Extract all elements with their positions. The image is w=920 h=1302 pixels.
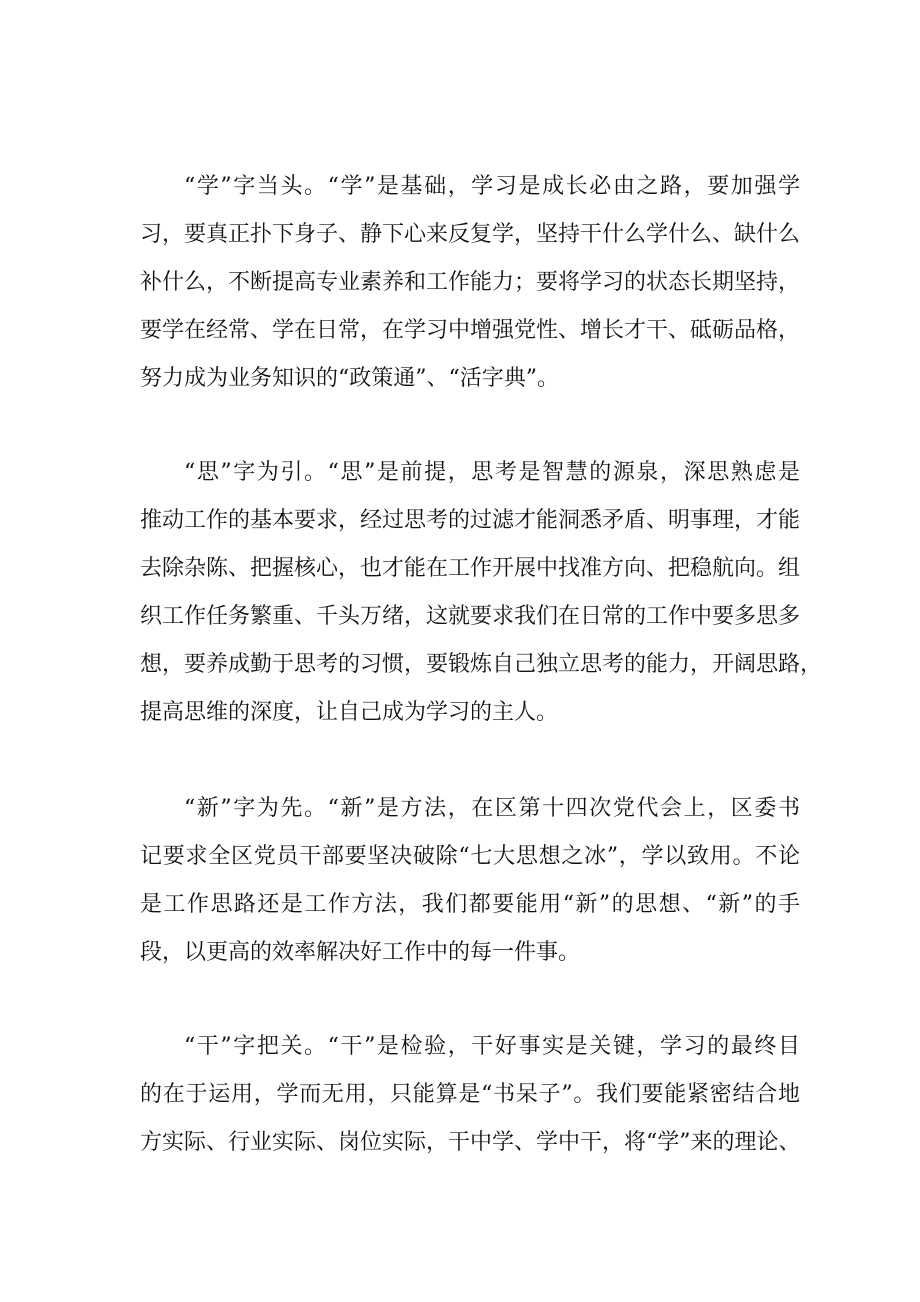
text-line: 记要求全区党员干部要坚决破除“七大思想之冰”，学以致用。不论 xyxy=(140,844,800,869)
text-line: 是工作思路还是工作方法，我们都要能用“新”的思想、“新”的手 xyxy=(140,892,800,917)
text-line: 补什么，不断提高专业素养和工作能力；要将学习的状态长期坚持， xyxy=(140,270,801,295)
paragraph-think xyxy=(140,449,823,737)
paragraph-new xyxy=(140,785,800,977)
text-line: “学”字当头。“学”是基础，学习是成长必由之路，要加强学 xyxy=(184,174,800,199)
text-line: 段，以更高的效率解决好工作中的每一件事。 xyxy=(140,940,581,965)
text-line: 推动工作的基本要求，经过思考的过滤才能洞悉矛盾、明事理，才能 xyxy=(140,508,801,533)
paragraph-study xyxy=(140,163,800,403)
text-line: “干”字把关。“干”是检验，干好事实是关键，学习的最终目 xyxy=(184,1034,800,1059)
text-line: 要学在经常、学在日常，在学习中增强党性、增长才干、砥砺品格， xyxy=(140,318,801,343)
text-line: 提高思维的深度，让自己成为学习的主人。 xyxy=(140,700,559,725)
text-line: 的在于运用，学而无用，只能算是“书呆子”。我们要能紧密结合地 xyxy=(140,1082,800,1107)
text-line: 努力成为业务知识的“政策通”、“活字典”。 xyxy=(140,366,559,391)
text-line: “思”字为引。“思”是前提，思考是智慧的源泉，深思熟虑是 xyxy=(184,460,800,485)
text-line: “新”字为先。“新”是方法，在区第十四次党代会上，区委书 xyxy=(184,796,800,821)
text-line: 想，要养成勤于思考的习惯，要锻炼自己独立思考的能力，开阔思路， xyxy=(140,652,823,677)
paragraph-do xyxy=(140,1023,800,1167)
text-line: 去除杂陈、把握核心，也才能在工作开展中找准方向、把稳航向。组 xyxy=(140,556,801,581)
text-line: 方实际、行业实际、岗位实际，干中学、学中干，将“学”来的理论、 xyxy=(140,1130,801,1155)
text-line: 织工作任务繁重、千头万绪，这就要求我们在日常的工作中要多思多 xyxy=(140,604,801,629)
text-line: 习，要真正扑下身子、静下心来反复学，坚持干什么学什么、缺什么 xyxy=(140,222,801,247)
